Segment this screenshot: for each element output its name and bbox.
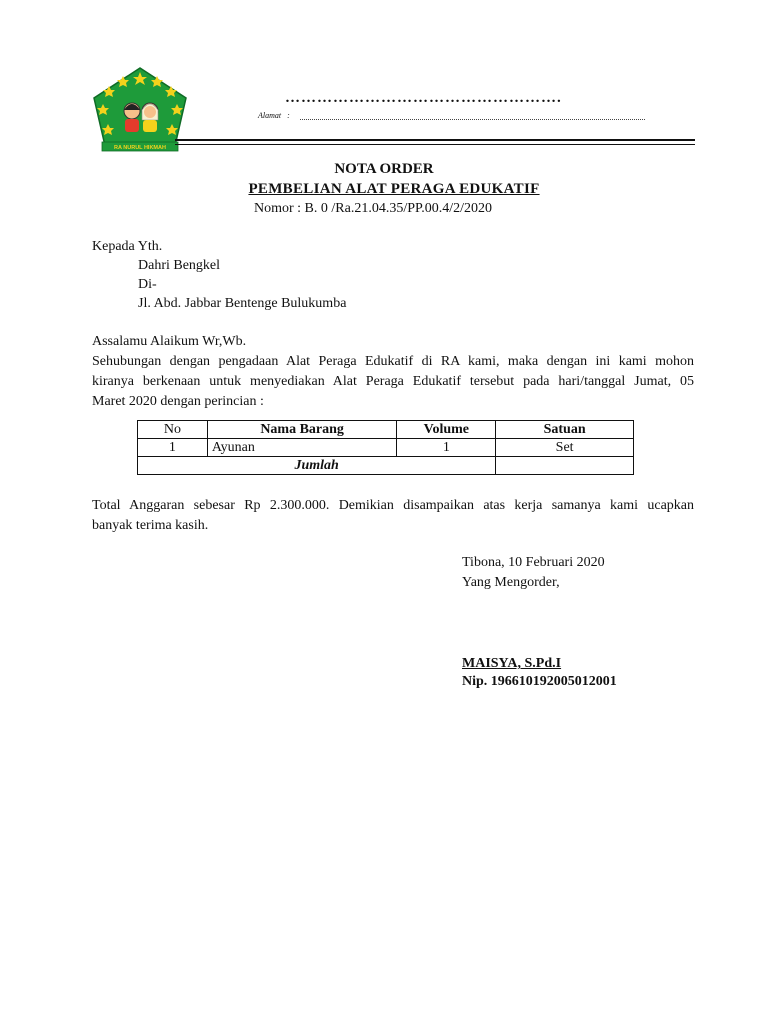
org-name-placeholder: …………………………………………….	[285, 90, 562, 106]
document-subtitle: PEMBELIAN ALAT PERAGA EDUKATIF	[248, 181, 540, 197]
column-header-no: No	[138, 421, 208, 439]
address-dotted-line	[300, 119, 645, 120]
signatory-name: MAISYA, S.Pd.I	[462, 656, 562, 671]
recipient-address: Jl. Abd. Jabbar Bentenge Bulukumba	[138, 296, 347, 311]
greeting: Assalamu Alaikum Wr,Wb.	[92, 334, 247, 349]
table-row	[138, 439, 634, 457]
total-value	[496, 457, 634, 475]
recipient-di: Di-	[138, 277, 157, 292]
recipient-name: Dahri Bengkel	[138, 258, 221, 273]
body-paragraph-line-1: Sehubungan dengan pengadaan Alat Peraga Edukatif di RA kami, maka dengan ini kami mohon	[92, 354, 694, 369]
logo-banner-text: RA NURUL HIKMAH	[114, 145, 166, 151]
cell-nama-barang: Ayunan	[207, 439, 397, 457]
address-label-row	[258, 111, 290, 120]
signature-role: Yang Mengorder,	[462, 575, 560, 590]
table-total-row	[138, 457, 634, 475]
header-rule-thick	[175, 139, 695, 141]
closing-line-1: Total Anggaran sebesar Rp 2.300.000. Demikian disampaikan atas kerja samanya kami ucapkan	[92, 498, 694, 513]
cell-no: 1	[138, 439, 208, 457]
table-header-row	[138, 421, 634, 439]
header-rule-thin	[175, 144, 695, 145]
body-paragraph-line-2: kiranya berkenaan untuk menyediakan Alat Peraga Edukatif tersebut pada hari/tanggal Jumat, 05	[92, 374, 694, 389]
closing-line-2: banyak terima kasih.	[92, 518, 209, 533]
body-paragraph-line-3: Maret 2020 dengan perincian :	[92, 394, 264, 409]
school-logo	[90, 66, 190, 156]
address-label: Alamat	[258, 111, 282, 120]
column-header-satuan: Satuan	[496, 421, 634, 439]
signatory-nip: Nip. 196610192005012001	[462, 674, 617, 689]
column-header-nama-barang: Nama Barang	[207, 421, 397, 439]
order-table	[137, 420, 634, 475]
document-title: NOTA ORDER	[334, 161, 434, 177]
recipient-salutation: Kepada Yth.	[92, 239, 163, 254]
total-label: Jumlah	[138, 457, 496, 475]
cell-volume: 1	[397, 439, 496, 457]
signature-place-date: Tibona, 10 Februari 2020	[462, 555, 605, 570]
document-number: Nomor : B. 0 /Ra.21.04.35/PP.00.4/2/2020	[254, 201, 493, 216]
address-separator: :	[287, 111, 290, 120]
column-header-volume: Volume	[397, 421, 496, 439]
cell-satuan: Set	[496, 439, 634, 457]
